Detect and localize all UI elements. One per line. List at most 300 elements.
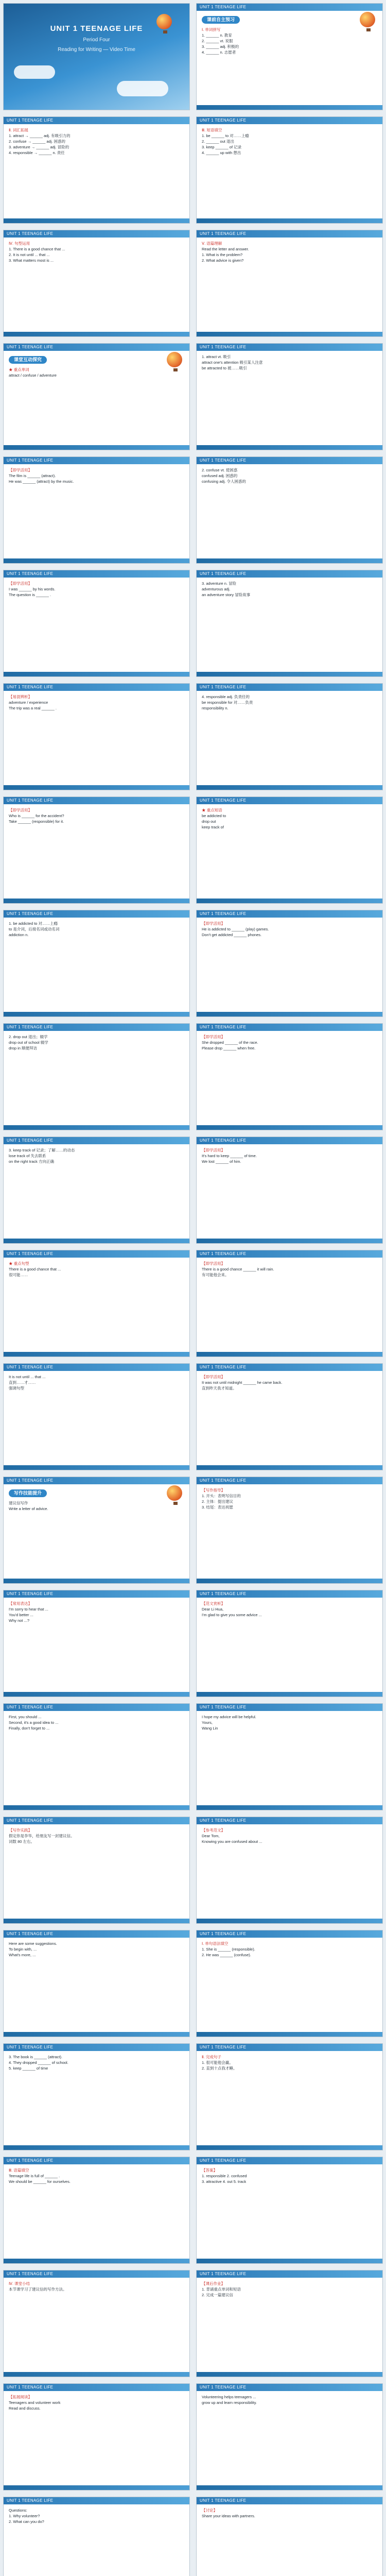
slide-footer: [197, 2485, 382, 2490]
slide-header: UNIT 1 TEENAGE LIFE: [4, 1477, 189, 1484]
slide-footer: [4, 1465, 189, 1470]
text-line: 【参考范文】: [202, 1828, 225, 1833]
slide-42: [196, 2270, 383, 2377]
slide-7: [3, 343, 190, 450]
text-line: Questions:: [9, 2508, 27, 2513]
text-line: It's hard to keep ______ of time.: [202, 1154, 257, 1158]
slide-body: [197, 2391, 382, 2409]
text-line: Volunteering helps teenagers ...: [202, 2395, 256, 2399]
text-line: Ⅳ. 课堂小结: [9, 2281, 30, 2286]
slide-footer: [4, 785, 189, 790]
slide-header: UNIT 1 TEENAGE LIFE: [197, 1590, 382, 1598]
slide-header: UNIT 1 TEENAGE LIFE: [197, 1024, 382, 1031]
slide-15: [3, 796, 190, 904]
slide-36: [196, 1930, 383, 2037]
text-line: 2. confuse vt. 使困惑: [202, 468, 238, 472]
slide-header: UNIT 1 TEENAGE LIFE: [4, 230, 189, 238]
slide-body: [4, 1711, 189, 1734]
text-line: 【即学活用】: [202, 1375, 225, 1379]
text-line: grow up and learn responsibility.: [202, 2400, 257, 2405]
slide-footer: [197, 2145, 382, 2150]
slide-header: UNIT 1 TEENAGE LIFE: [197, 457, 382, 464]
slide-40: [196, 2157, 383, 2264]
slide-44: [196, 2383, 383, 2490]
text-line: 【讨论】: [202, 2508, 217, 2513]
slide-28: [196, 1477, 383, 1584]
slide-body: [197, 1484, 382, 1513]
text-line: confusing adj. 令人困惑的: [202, 479, 246, 484]
slide-39: [3, 2157, 190, 2264]
slide-body: [4, 1371, 189, 1394]
slide-26: [196, 1363, 383, 1470]
text-line: 1. be addicted to 对……上瘾: [9, 921, 58, 926]
text-line: He was ______ (attract) by the music.: [9, 479, 74, 484]
text-line: 建议信写作: [9, 1501, 28, 1505]
cover-slide: [3, 3, 190, 110]
slide-11: [3, 570, 190, 677]
text-line: 【即学活用】: [202, 1261, 225, 1266]
slide-body: [4, 2278, 189, 2295]
text-line: 2. ______ out 退出: [202, 139, 234, 144]
text-line: I was ______ by his words.: [9, 587, 56, 591]
text-line: on the right track 方向正确: [9, 1159, 54, 1164]
text-line: drop in 顺便拜访: [9, 1046, 38, 1050]
slide-31: [3, 1703, 190, 1810]
slide-10: [196, 456, 383, 564]
slide-body: [4, 1824, 189, 1848]
slide-header: UNIT 1 TEENAGE LIFE: [4, 1364, 189, 1371]
slide-header: UNIT 1 TEENAGE LIFE: [4, 457, 189, 464]
slide-body: [197, 578, 382, 601]
text-line: ★ 重点单词: [9, 367, 29, 372]
text-line: Ⅱ. 词汇拓展: [9, 128, 28, 132]
text-line: You'd better ...: [9, 1613, 33, 1617]
slide-header: UNIT 1 TEENAGE LIFE: [197, 797, 382, 804]
slide-header: UNIT 1 TEENAGE LIFE: [4, 2157, 189, 2164]
text-line: adventure / experience: [9, 700, 48, 705]
slide-header: UNIT 1 TEENAGE LIFE: [4, 2497, 189, 2504]
slide-header: UNIT 1 TEENAGE LIFE: [197, 684, 382, 691]
text-line: Ⅲ. 语篇填空: [9, 2168, 29, 2173]
slide-footer: [197, 105, 382, 110]
text-line: to 是介词，后接名词或动名词: [9, 927, 60, 931]
slide-header: UNIT 1 TEENAGE LIFE: [4, 1704, 189, 1711]
slide-footer: [197, 1919, 382, 1923]
text-line: 2. drop out 退出；辍学: [9, 1035, 48, 1039]
text-line: Write a letter of advice.: [9, 1506, 48, 1511]
slide-body: [197, 1598, 382, 1621]
slide-16: [196, 796, 383, 904]
text-line: 【即学活用】: [9, 468, 32, 472]
slide-header: UNIT 1 TEENAGE LIFE: [4, 344, 189, 351]
slide-footer: [197, 1805, 382, 1810]
slide-body: [4, 1598, 189, 1626]
text-line: 【拓展阅读】: [9, 2395, 32, 2399]
text-line: Ⅴ. 语篇理解: [202, 241, 222, 246]
text-line: Wang Lin: [202, 1726, 218, 1731]
slide-body: [197, 918, 382, 941]
slide-body: [197, 238, 382, 266]
text-line: 本节课学习了建议信的写作方法。: [9, 2287, 67, 2292]
slide-header: UNIT 1 TEENAGE LIFE: [197, 2497, 382, 2504]
slide-body: [197, 2051, 382, 2074]
slide-41: [3, 2270, 190, 2377]
text-line: 词数 80 左右。: [9, 1839, 35, 1844]
text-line: Teenage life is full of ______ .: [9, 2174, 60, 2178]
text-line: 【写作指导】: [202, 1488, 225, 1493]
cover-period: Period Four: [83, 37, 110, 43]
slide-body: [4, 351, 189, 381]
slide-body: [4, 691, 189, 714]
slide-header: UNIT 1 TEENAGE LIFE: [4, 2044, 189, 2051]
text-line: 2. 直到十点我才睡。: [202, 2066, 237, 2071]
slide-27: [3, 1477, 190, 1584]
text-line: Here are some suggestions.: [9, 1941, 57, 1946]
text-line: be attracted to 被……吸引: [202, 366, 247, 370]
slide-footer: [197, 2259, 382, 2263]
slide-header: UNIT 1 TEENAGE LIFE: [4, 1024, 189, 1031]
slide-30: [196, 1590, 383, 1697]
slide-body: [197, 1824, 382, 1848]
balloon-icon: [360, 12, 377, 32]
slide-32: [196, 1703, 383, 1810]
text-line: 【课后作业】: [202, 2281, 225, 2286]
slide-35: [3, 1930, 190, 2037]
slide-footer: [197, 1465, 382, 1470]
text-line: 3. adventure → ______ adj. 冒险的: [9, 145, 69, 149]
slide-header: UNIT 1 TEENAGE LIFE: [4, 1930, 189, 1938]
text-line: Dear Tom,: [202, 1834, 220, 1838]
text-line: 2. 主体：提出建议: [202, 1499, 233, 1504]
slide-13: [3, 683, 190, 790]
slide-footer: [4, 899, 189, 903]
slide-footer: [197, 785, 382, 790]
section-title: 课前自主预习: [202, 16, 240, 24]
slide-17: [3, 910, 190, 1017]
slide-45: [3, 2497, 190, 2576]
slide-24: [196, 1250, 383, 1357]
slide-footer: [197, 332, 382, 336]
slide-footer: [197, 1352, 382, 1357]
text-line: 很可能……: [9, 1273, 28, 1277]
text-line: What's more, ...: [9, 1953, 36, 1957]
text-line: be responsible for 对……负责: [202, 700, 253, 705]
slide-33: [3, 1817, 190, 1924]
slide-footer: [4, 2145, 189, 2150]
text-line: Read the letter and answer.: [202, 247, 249, 251]
text-line: He is addicted to ______ (play) games.: [202, 927, 269, 931]
text-line: 4. ______ n. 志愿者: [202, 50, 236, 55]
text-line: attract one's attention 吸引某人注意: [202, 360, 263, 365]
slide-body: [197, 1711, 382, 1734]
text-line: 4. They dropped ______ of school.: [9, 2060, 68, 2065]
slide-header: UNIT 1 TEENAGE LIFE: [197, 230, 382, 238]
cover-unit-title: UNIT 1 TEENAGE LIFE: [50, 24, 143, 33]
text-line: ★ 重点短语: [202, 808, 222, 812]
text-line: Yours,: [202, 1720, 213, 1725]
text-line: 【答案】: [202, 2168, 217, 2173]
slide-body: [4, 238, 189, 266]
slide-body: [197, 1144, 382, 1167]
text-line: 1. Why volunteer?: [9, 2514, 40, 2518]
section-title: 课堂互动探究: [9, 356, 47, 364]
slide-footer: [4, 1919, 189, 1923]
slide-footer: [197, 672, 382, 676]
slide-footer: [4, 1579, 189, 1583]
slide-footer: [4, 2259, 189, 2263]
slide-footer: [197, 1239, 382, 1243]
text-line: adventurous adj.: [202, 587, 231, 591]
slide-header: UNIT 1 TEENAGE LIFE: [197, 117, 382, 124]
text-line: 3. keep ______ of 记录: [202, 145, 242, 149]
slide-footer: [197, 558, 382, 563]
text-line: Ⅲ. 短语填空: [202, 128, 222, 132]
text-line: 1. 很可能他会赢。: [202, 2060, 233, 2065]
slide-body: [197, 464, 382, 487]
text-line: confused adj. 困惑的: [202, 473, 238, 478]
slide-header: UNIT 1 TEENAGE LIFE: [4, 117, 189, 124]
slide-header: UNIT 1 TEENAGE LIFE: [197, 910, 382, 918]
text-line: drop out: [202, 819, 216, 824]
slide-footer: [4, 332, 189, 336]
slide-footer: [197, 218, 382, 223]
slide-body: [4, 2051, 189, 2074]
text-line: drop out of school 辍学: [9, 1040, 48, 1045]
text-line: 2. What advice is given?: [202, 258, 244, 263]
text-line: It was not until midnight ______ he came back.: [202, 1380, 283, 1385]
text-line: 【即学活用】: [202, 921, 225, 926]
slide-header: UNIT 1 TEENAGE LIFE: [197, 1930, 382, 1938]
text-line: Please drop ______ when free.: [202, 1046, 256, 1050]
slide-footer: [4, 1352, 189, 1357]
slide-footer: [197, 2372, 382, 2377]
slide-body: [197, 1258, 382, 1281]
text-line: 4. responsible adj. 负责任的: [202, 694, 250, 699]
slide-footer: [4, 672, 189, 676]
text-line: It is not until ... that ...: [9, 1375, 46, 1379]
text-line: 【易混辨析】: [9, 694, 32, 699]
slide-header: UNIT 1 TEENAGE LIFE: [197, 2270, 382, 2278]
text-line: The film is ______ (attract).: [9, 473, 56, 478]
slide-body: [4, 1258, 189, 1281]
slide-header: UNIT 1 TEENAGE LIFE: [4, 910, 189, 918]
slide-header: UNIT 1 TEENAGE LIFE: [4, 1250, 189, 1258]
slide-footer: [4, 2372, 189, 2377]
text-line: 4. ______ up with 想出: [202, 150, 241, 155]
slide-header: UNIT 1 TEENAGE LIFE: [197, 2044, 382, 2051]
text-line: The trip was a real ______ .: [9, 706, 57, 710]
text-line: 1. ______ n. 教育: [202, 33, 232, 38]
slide-23: [3, 1250, 190, 1357]
slide-footer: [197, 445, 382, 450]
slide-body: [4, 1031, 189, 1054]
text-line: 4. responsible → ______ n. 责任: [9, 150, 65, 155]
text-line: To begin with, ...: [9, 1947, 37, 1952]
slide-header: UNIT 1 TEENAGE LIFE: [197, 1364, 382, 1371]
slide-grid: [3, 3, 383, 2576]
text-line: 3. ______ adj. 积极的: [202, 44, 239, 49]
slide-footer: [4, 218, 189, 223]
slide-footer: [197, 1125, 382, 1130]
text-line: 2. confuse → ______ adj. 困惑的: [9, 139, 66, 144]
text-line: keep track of: [202, 825, 224, 829]
slide-footer: [197, 1012, 382, 1016]
balloon-icon: [167, 352, 184, 372]
slide-footer: [197, 1579, 382, 1583]
text-line: 直到……才……: [9, 1380, 36, 1385]
slide-header: UNIT 1 TEENAGE LIFE: [197, 344, 382, 351]
text-line: lose track of 失去联系: [9, 1154, 46, 1158]
text-line: 1. What is the problem?: [202, 252, 243, 257]
slide-22: [196, 1137, 383, 1244]
text-line: 3. attractive 4. out 5. track: [202, 2179, 247, 2184]
text-line: 1. attract vt. 吸引: [202, 354, 231, 359]
slide-footer: [4, 2485, 189, 2490]
text-line: I'm glad to give you some advice ...: [202, 1613, 262, 1617]
text-line: an adventure story 冒险故事: [202, 592, 251, 597]
text-line: 有可能他会来。: [202, 1273, 229, 1277]
slide-body: [197, 691, 382, 714]
text-line: Finally, don't forget to ...: [9, 1726, 50, 1731]
slide-header: UNIT 1 TEENAGE LIFE: [197, 1817, 382, 1824]
slide-29: [3, 1590, 190, 1697]
text-line: 【写作实践】: [9, 1828, 32, 1833]
slide-header: UNIT 1 TEENAGE LIFE: [197, 1250, 382, 1258]
slide-body: [197, 2278, 382, 2301]
text-line: 1. There is a good chance that ...: [9, 247, 65, 251]
slide-footer: [4, 1012, 189, 1016]
text-line: 1. attract → ______ adj. 有吸引力的: [9, 133, 71, 138]
text-line: 【即学活用】: [9, 581, 32, 586]
slide-18: [196, 910, 383, 1017]
slide-footer: [4, 1125, 189, 1130]
slide-34: [196, 1817, 383, 1924]
slide-header: UNIT 1 TEENAGE LIFE: [197, 2384, 382, 2391]
slide-header: UNIT 1 TEENAGE LIFE: [4, 684, 189, 691]
text-line: The question is ______ .: [9, 592, 51, 597]
slide-header: UNIT 1 TEENAGE LIFE: [4, 570, 189, 578]
text-line: addiction n.: [9, 933, 29, 937]
slide-body: [4, 1484, 189, 1515]
text-line: Ⅰ. 单词拼写: [202, 27, 221, 32]
text-line: 强调句型: [9, 1386, 24, 1391]
slide-header: UNIT 1 TEENAGE LIFE: [197, 570, 382, 578]
slide-footer: [4, 1239, 189, 1243]
text-line: We lost ______ of him.: [202, 1159, 241, 1164]
slide-body: [4, 1144, 189, 1167]
text-line: I'm sorry to hear that ...: [9, 1607, 48, 1612]
text-line: I hope my advice will be helpful.: [202, 1715, 256, 1719]
slide-body: [4, 2391, 189, 2414]
slide-body: [4, 1938, 189, 1961]
text-line: Take ______ (responsible) for it.: [9, 819, 64, 824]
text-line: 3. adventure n. 冒险: [202, 581, 237, 586]
slide-footer: [197, 2032, 382, 2037]
text-line: 2. What can you do?: [9, 2519, 44, 2524]
slide-20: [196, 1023, 383, 1130]
slide-body: [4, 464, 189, 487]
slide-9: [3, 456, 190, 564]
text-line: 5. keep ______ of time: [9, 2066, 48, 2071]
cover-section: Reading for Writing — Video Time: [58, 47, 135, 53]
slide-footer: [197, 1692, 382, 1697]
text-line: Teenagers and volunteer work: [9, 2400, 61, 2405]
slide-header: UNIT 1 TEENAGE LIFE: [197, 1477, 382, 1484]
slide-header: UNIT 1 TEENAGE LIFE: [197, 2157, 382, 2164]
slide-4: [196, 116, 383, 224]
slide-19: [3, 1023, 190, 1130]
text-line: 假定你是李华，给朋友写一封建议信。: [9, 1834, 75, 1838]
slide-body: [197, 2164, 382, 2188]
text-line: 1. be ______ to 对……上瘾: [202, 133, 249, 138]
text-line: 【即学活用】: [202, 1035, 225, 1039]
text-line: Why not ...?: [9, 1618, 30, 1623]
slide-body: [4, 918, 189, 941]
slide-43: [3, 2383, 190, 2490]
slide-header: UNIT 1 TEENAGE LIFE: [197, 4, 382, 11]
slide-body: [197, 2504, 382, 2522]
text-line: 【范文赏析】: [202, 1601, 225, 1606]
slide-body: [197, 351, 382, 374]
slide-body: [197, 804, 382, 833]
slide-header: UNIT 1 TEENAGE LIFE: [4, 2384, 189, 2391]
text-line: Ⅳ. 句型运用: [9, 241, 30, 246]
slide-3: [3, 116, 190, 224]
slide-header: UNIT 1 TEENAGE LIFE: [4, 1817, 189, 1824]
text-line: 1. 开头：表明写信目的: [202, 1494, 241, 1498]
text-line: 2. He was ______ (confuse).: [202, 1953, 251, 1957]
slide-37: [3, 2043, 190, 2150]
text-line: 2. 完成一篇建议信: [202, 2293, 233, 2297]
text-line: Second, it's a good idea to ...: [9, 1720, 59, 1725]
slide-25: [3, 1363, 190, 1470]
slide-header: UNIT 1 TEENAGE LIFE: [4, 1590, 189, 1598]
slide-footer: [4, 2032, 189, 2037]
slide-8: [196, 343, 383, 450]
text-line: Ⅰ. 单句语法填空: [202, 1941, 229, 1946]
text-line: attract / confuse / adventure: [9, 373, 57, 378]
text-line: Knowing you are confused about ...: [202, 1839, 262, 1844]
text-line: 1. 背诵重点单词和短语: [202, 2287, 241, 2292]
text-line: 2. It is not until ... that ...: [9, 252, 50, 257]
text-line: 【即学活用】: [202, 1148, 225, 1153]
slide-2: [196, 3, 383, 110]
text-line: There is a good chance ______ it will rain.: [202, 1267, 274, 1272]
text-line: Read and discuss.: [9, 2406, 41, 2411]
cloud-decoration: [117, 81, 168, 96]
section-title: 写作技能提升: [9, 1489, 47, 1497]
slide-5: [3, 230, 190, 337]
text-line: ★ 重点句型: [9, 1261, 29, 1266]
text-line: 【即学活用】: [9, 808, 32, 812]
slide-38: [196, 2043, 383, 2150]
text-line: Share your ideas with partners.: [202, 2514, 255, 2518]
text-line: 2. ______ vt. 说服: [202, 39, 233, 43]
text-line: Ⅱ. 完成句子: [202, 2055, 221, 2059]
text-line: First, you should ...: [9, 1715, 42, 1719]
cloud-decoration: [14, 65, 55, 79]
text-line: 直到昨天我才知道。: [202, 1386, 237, 1391]
slide-body: [4, 578, 189, 601]
slide-46: [196, 2497, 383, 2576]
text-line: Don't get addicted ______ phones.: [202, 933, 262, 937]
text-line: Who is ______ for the accident?: [9, 814, 64, 818]
text-line: She dropped ______ of the race.: [202, 1040, 258, 1045]
text-line: 1. She is ______ (responsible).: [202, 1947, 255, 1952]
slide-body: [197, 1031, 382, 1054]
slide-body: [197, 124, 382, 159]
slide-header: UNIT 1 TEENAGE LIFE: [4, 797, 189, 804]
